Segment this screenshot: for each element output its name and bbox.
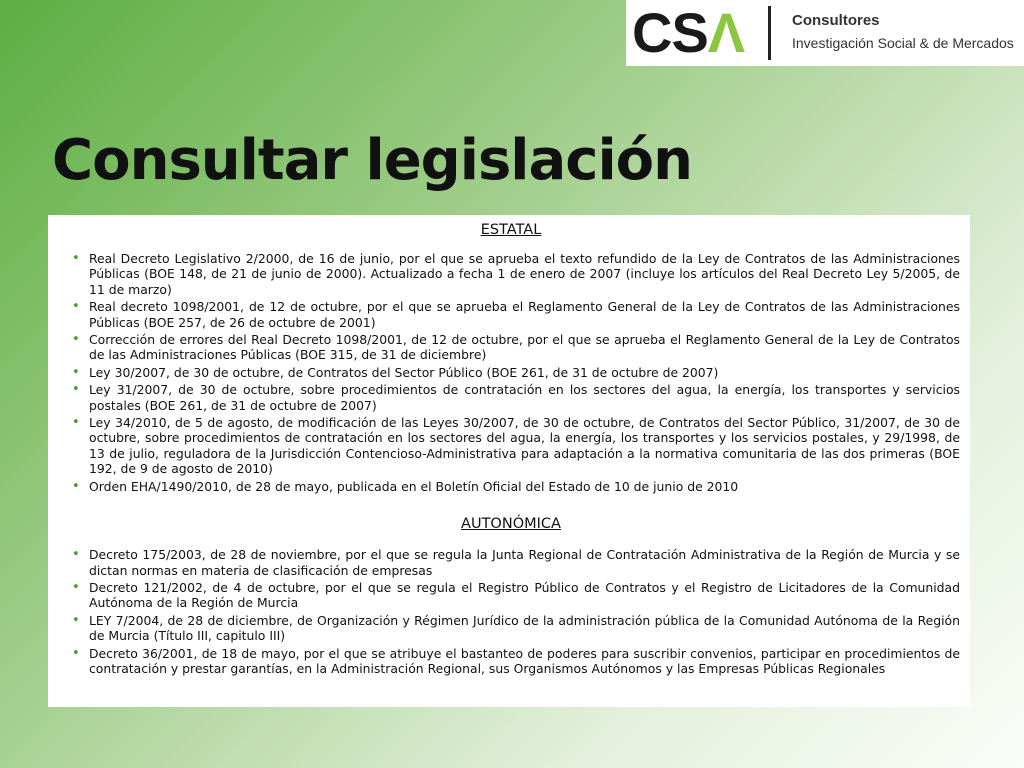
logo-mark-letters: CS [632, 1, 708, 64]
estatal-list [62, 251, 960, 494]
list-item: • Real decreto 1098/2001, de 12 de octubre, por el que se aprueba el Reglamento General de la Ley de Contratos de las Administraciones Públicas (BOE 257, de 26 de octubre de 2001) [62, 299, 960, 330]
section-heading-estatal: ESTATAL [480, 222, 542, 238]
list-item: • Ley 31/2007, de 30 de octubre, sobre procedimientos de contratación en los sectores del agua, la energía, los transportes y servicios postales (BOE 261, de 31 de octubre de 2007) [62, 382, 960, 413]
list-item: • Real Decreto Legislativo 2/2000, de 16 de junio, por el que se aprueba el texto refundido de la Ley de Contratos de las Administraciones Públicas (BOE 148, de 21 de junio de 2000). Actualizado a fecha 1 de enero de 2007 (incluye los artículos del Real Decreto Ley 5/2005, de 11 de marzo) [62, 251, 960, 297]
list-item: • Orden EHA/1490/2010, de 28 de mayo, publicada en el Boletín Oficial del Estado de 10 de junio de 2010 [62, 479, 960, 494]
logo-mark [632, 1, 745, 64]
list-item: • Decreto 121/2002, de 4 de octubre, por el que se regula el Registro Público de Contratos y el Registro de Licitadores de la Comunidad Autónoma de la Región de Murcia [62, 580, 960, 611]
list-item: • Ley 34/2010, de 5 de agosto, de modificación de las Leyes 30/2007, de 30 de octubre, de Contratos del Sector Público, 31/2007, de 30 de octubre, sobre procedimientos de contratación en los sectores del agua, la energía, los transportes y los servicios postales, y 29/1998, de 13 de julio, reguladora de la Jurisdicción Contencioso-Administrativa para adaptación a la normativa comunitaria de las dos primeras (BOE 192, de 9 de agosto de 2010) [62, 415, 960, 477]
logo-mark-slash: Λ [707, 1, 745, 64]
list-item: • Corrección de errores del Real Decreto 1098/2001, de 12 de octubre, por el que se aprueba el Reglamento General de la Ley de Contratos de las Administraciones Públicas (BOE 315, de 31 de diciembre) [62, 332, 960, 363]
logo-tagline: Investigación Social & de Mercados [792, 35, 1014, 51]
logo-divider [768, 6, 771, 60]
autonomica-list [62, 547, 960, 676]
legislation-panel [48, 215, 970, 707]
list-item: • Ley 30/2007, de 30 de octubre, de Contratos del Sector Público (BOE 261, de 31 de octubre de 2007) [62, 365, 960, 380]
company-logo [626, 0, 1024, 66]
section-heading-autonomica: AUTONÓMICA [461, 516, 561, 533]
logo-name: Consultores [792, 12, 880, 29]
list-item: • LEY 7/2004, de 28 de diciembre, de Organización y Régimen Jurídico de la administración pública de la Comunidad Autónoma de la Región de Murcia (Título III, capitulo III) [62, 613, 960, 644]
page-title: Consultar legislación [52, 128, 693, 193]
list-item: • Decreto 175/2003, de 28 de noviembre, por el que se regula la Junta Regional de Contratación Administrativa de la Región de Murcia y se dictan normas en materia de clasificación de empresas [62, 547, 960, 578]
list-item: • Decreto 36/2001, de 18 de mayo, por el que se atribuye el bastanteo de poderes para suscribir convenios, participar en procedimientos de contratación y prestar garantías, en la Administración Regional, sus Organismos Autónomos y las Empresas Públicas Regionales [62, 646, 960, 677]
